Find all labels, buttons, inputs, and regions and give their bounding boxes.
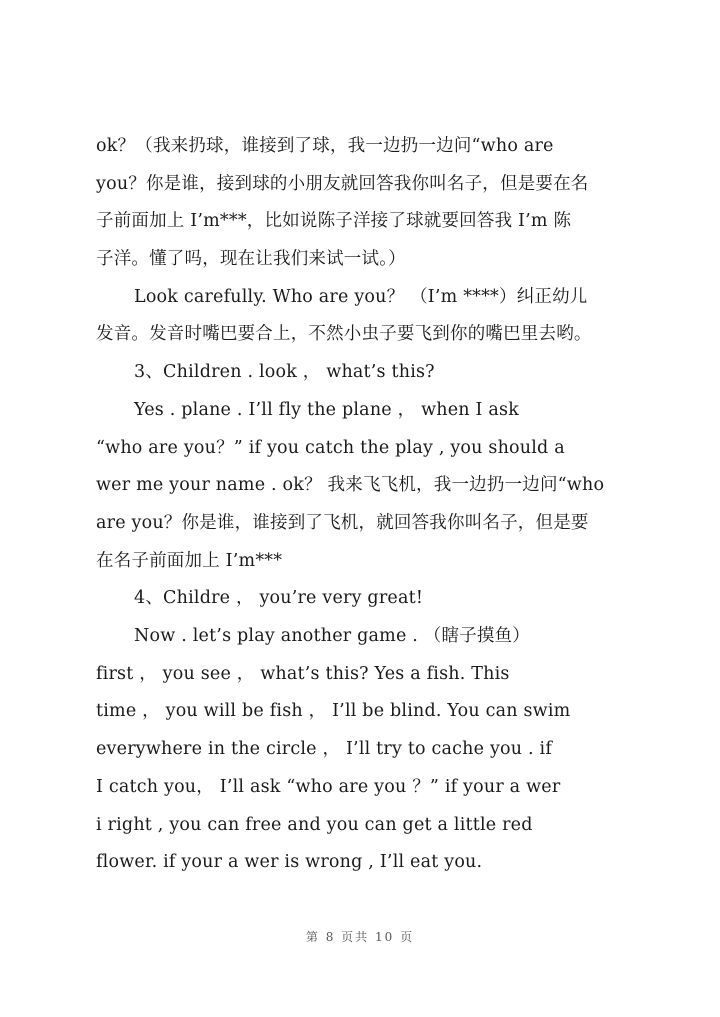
text-line: Yes . plane . I’ll fly the plane ， when I ask xyxy=(134,400,520,420)
text-line: time ， you will be fish ， I’ll be blind. You can swim xyxy=(96,701,571,721)
text-line: are you？你是谁，谁接到了飞机，就回答我你叫名子，但是要 xyxy=(96,513,589,533)
text-line: 3、Children . look ， what’s this? xyxy=(134,362,435,382)
text-line: wer me your name . ok？ 我来飞飞机，我一边扔一边问“who xyxy=(96,475,605,495)
text-line: 子洋。懂了吗，现在让我们来试一试。） xyxy=(96,249,406,269)
text-line: I catch you， I’ll ask “who are you ？” if your a wer xyxy=(96,777,561,797)
text-line: first ， you see ， what’s this? Yes a fish. This xyxy=(96,664,510,684)
text-line: Now . let’s play another game . （瞎子摸鱼） xyxy=(134,626,530,646)
text-line: 发音。发音时嘴巴要合上，不然小虫子要飞到你的嘴巴里去哟。 xyxy=(96,324,592,344)
text-line: you？你是谁，接到球的小朋友就回答我你叫名子，但是要在名 xyxy=(96,174,589,194)
page-number: 第 8 页共 10 页 xyxy=(305,930,415,944)
text-line: flower. if your a wer is wrong , I’ll eat you. xyxy=(96,852,483,872)
text-line: i right , you can free and you can get a little red xyxy=(96,815,533,835)
text-line: everywhere in the circle ， I’ll try to cache you . if xyxy=(96,739,553,759)
text-line: 在名子前面加上 I’m*** xyxy=(96,551,283,571)
text-line: 子前面加上 I’m***，比如说陈子洋接了球就要回答我 I’m 陈 xyxy=(96,211,572,231)
text-line: “who are you？” if you catch the play , you should a xyxy=(96,438,565,458)
text-line: Look carefully. Who are you？ （I’m ****）纠正幼儿 xyxy=(134,287,588,307)
text-line: ok？（我来扔球，谁接到了球，我一边扔一边问“who are xyxy=(96,136,554,156)
text-line: 4、Childre ， you’re very great! xyxy=(134,588,424,608)
